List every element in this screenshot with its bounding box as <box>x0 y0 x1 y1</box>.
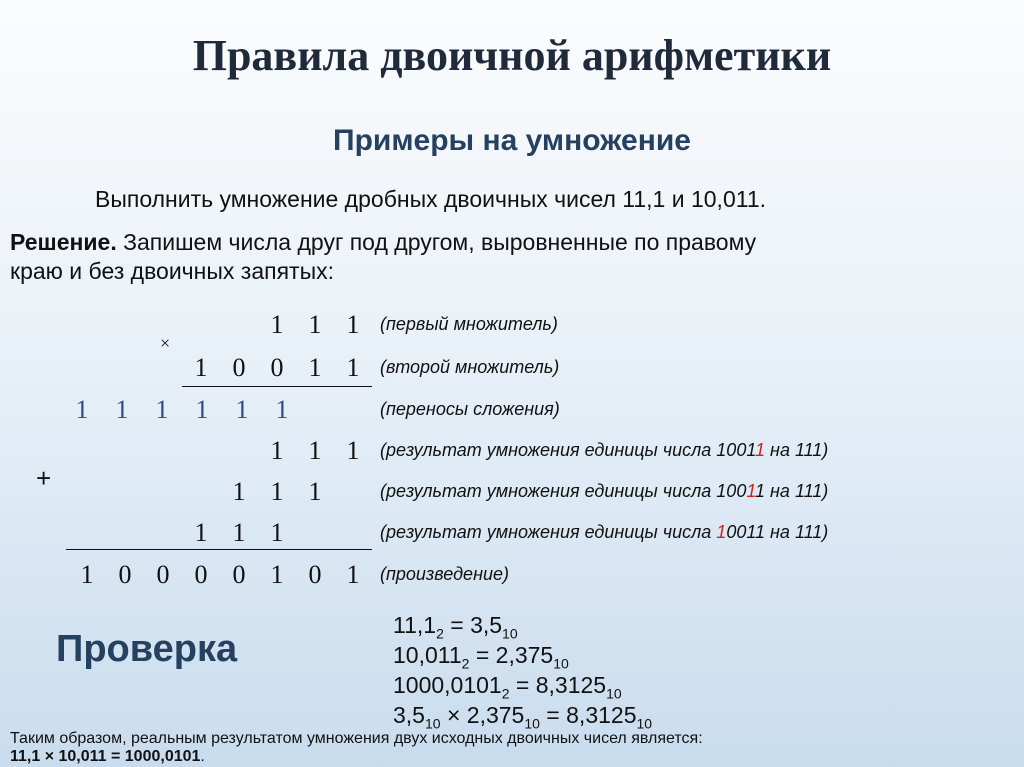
mult-digit: 1 <box>232 477 246 506</box>
mult-note <box>380 522 828 543</box>
mult-digit: 0 <box>118 560 132 589</box>
mult-digit: 1 <box>270 560 284 589</box>
check-3-b-sub: 10 <box>606 685 622 702</box>
check-2-a: 10,011 <box>393 642 462 668</box>
mult-note-suffix: 0011 на 111) <box>726 522 829 542</box>
mult-note: (переносы сложения) <box>380 399 560 419</box>
mult-digit: 1 <box>235 395 249 424</box>
mult-digit: 1 <box>155 395 169 424</box>
mult-digit: 1 <box>270 310 284 339</box>
check-4-eq: = 8,3125 <box>539 702 637 728</box>
check-2-b-sub: 10 <box>553 655 569 672</box>
solution-text <box>10 228 756 286</box>
check-line-4 <box>393 702 652 732</box>
check-1-b-sub: 10 <box>502 625 518 642</box>
times-sign: × <box>160 333 171 353</box>
mult-digit: 1 <box>270 477 284 506</box>
mult-digit: 1 <box>270 436 284 465</box>
check-3-a: 1000,0101 <box>393 672 502 698</box>
mult-note-prefix: (результат умножения единицы числа 100 <box>380 481 747 501</box>
check-label: Проверка <box>56 628 238 670</box>
mult-digit: 1 <box>232 518 246 547</box>
mult-note-prefix: (результат умножения единицы числа 1001 <box>380 440 756 460</box>
mult-note: (произведение) <box>380 564 509 584</box>
mult-digit: 1 <box>194 353 208 382</box>
conclusion-formula: 11,1 × 10,011 = 1000,0101 <box>10 748 201 765</box>
plus-sign: + <box>36 463 52 493</box>
check-3-eq: = 8,3125 <box>509 672 607 698</box>
mult-digit: 1 <box>346 436 360 465</box>
mult-digit: 1 <box>346 353 360 382</box>
mult-note-highlight: 1 <box>746 481 756 501</box>
mult-digit: 1 <box>346 310 360 339</box>
check-line-2 <box>393 642 569 672</box>
mult-digit: 1 <box>80 560 94 589</box>
check-line-1 <box>393 612 518 642</box>
mult-digit: 0 <box>232 353 246 382</box>
check-2-a-sub: 2 <box>461 655 470 672</box>
mult-note-highlight: 1 <box>716 522 727 542</box>
check-2-eq: = 2,375 <box>469 642 554 668</box>
check-4-a: 3,5 <box>393 702 425 728</box>
check-4-m: × 2,375 <box>440 702 525 728</box>
mult-digit: 0 <box>156 560 170 589</box>
mult-note: (второй множитель) <box>380 357 560 377</box>
mult-digit: 1 <box>308 436 322 465</box>
mult-digit: 1 <box>75 395 89 424</box>
check-1-a-sub: 2 <box>436 625 444 642</box>
mult-digit: 1 <box>308 477 322 506</box>
line-under-factors <box>182 386 372 387</box>
conclusion-period: . <box>200 748 205 765</box>
check-1-eq: = 3,5 <box>443 612 503 638</box>
check-3-a-sub: 2 <box>501 685 510 702</box>
mult-note <box>380 481 828 502</box>
check-4-b-sub: 10 <box>636 715 653 732</box>
page-title: Правила двоичной арифметики <box>192 31 832 80</box>
check-4-m-sub: 10 <box>524 715 540 732</box>
mult-note-suffix: 1 на 111) <box>755 481 829 501</box>
mult-digit: 1 <box>270 518 284 547</box>
mult-note: (первый множитель) <box>380 314 558 334</box>
mult-note-suffix: на 111) <box>765 440 829 460</box>
solution-line2: краю и без двоичных запятых: <box>10 258 334 284</box>
mult-digit: 1 <box>115 395 129 424</box>
task-text: Выполнить умножение дробных двоичных чисел 11,1 и 10,011. <box>95 186 766 212</box>
mult-digit: 1 <box>275 395 289 424</box>
solution-label: Решение. <box>10 229 117 255</box>
line-under-partials <box>66 549 372 550</box>
mult-digit: 0 <box>270 353 284 382</box>
mult-digit: 0 <box>194 560 208 589</box>
conclusion <box>10 730 703 766</box>
mult-digit: 0 <box>232 560 246 589</box>
mult-digit: 1 <box>308 310 322 339</box>
mult-digit: 0 <box>308 560 322 589</box>
conclusion-line1: Таким образом, реальным результатом умножения двух исходных двоичных чисел является: <box>10 730 703 747</box>
mult-note-prefix: (результат умножения единицы числа <box>380 522 717 542</box>
check-4-a-sub: 10 <box>424 715 441 732</box>
mult-digit: 1 <box>195 395 209 424</box>
mult-note-highlight: 1 <box>755 440 766 460</box>
page-subtitle: Примеры на умножение <box>333 124 691 157</box>
mult-digit: 1 <box>346 560 360 589</box>
mult-digit: 1 <box>194 518 208 547</box>
mult-note <box>380 440 828 461</box>
solution-line1: Запишем числа друг под другом, выровненные по правому <box>116 229 757 255</box>
check-1-a: 11,1 <box>393 612 437 638</box>
check-line-3 <box>393 672 622 702</box>
mult-digit: 1 <box>308 353 322 382</box>
